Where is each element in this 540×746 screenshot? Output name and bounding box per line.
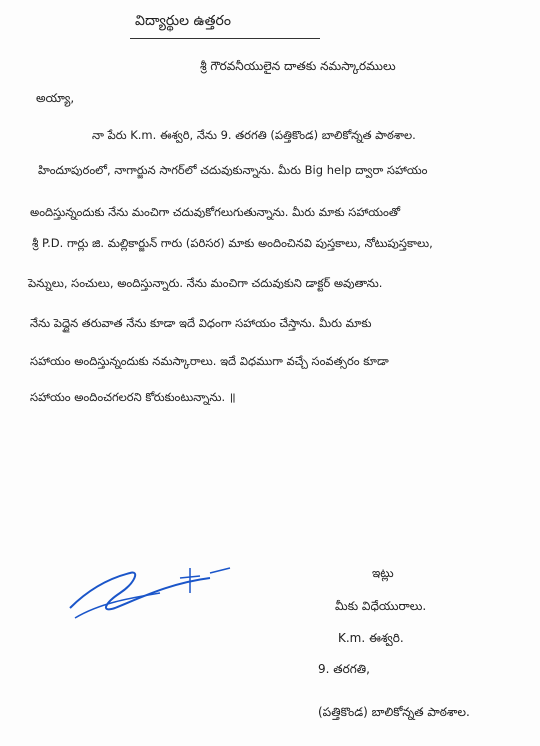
received-signature-stamp [60,548,240,628]
body-line-2: హిందూపురంలో, నాగార్జున సాగర్‌లో చదువుకున్నాను. మీరు Big help ద్వారా సహాయం [38,163,428,177]
signature-school: (పత్తికొండ) బాలికోన్నత పాఠశాల. [318,705,470,719]
signature-name: K.m. ఈశ్వరి. [338,631,404,645]
signature-class: 9. తరగతి, [318,662,370,676]
addressee-line: శ్రీ గౌరవనీయులైన దాతకు నమస్కారములు [200,59,396,73]
closing-thanks: మీకు విధేయురాలు. [335,599,427,613]
body-line-6: నేను పెద్దైన తరువాత నేను కూడా ఇదే విధంగా సహాయం చేస్తాను. మీరు మాకు [30,316,372,330]
greeting: అయ్యా, [36,91,75,105]
body-line-3: అందిస్తున్నందుకు నేను మంచిగా చదువుకోగలుగుతున్నాను. మీరు మాకు సహాయంతో [30,205,401,219]
body-line-7: సహాయం అందిస్తున్నందుకు నమస్కారాలు. ఇదే విధముగా వచ్చే సంవత్సరం కూడా [30,354,389,368]
closing: ఇట్లు [372,566,394,580]
letter-title: విద్యార్థుల ఉత్తరం [135,13,231,29]
title-underline [130,38,320,39]
body-line-8: సహాయం అందించగలరని కోరుకుంటున్నాను. ॥ [30,390,236,404]
body-line-4: శ్రీ P.D. గార్లు జి. మల్లికార్జున్ గారు (పరిసర) మాకు అందించినవి పుస్తకాలు, నోటుపుస్తకాలు, [32,236,433,250]
body-line-1: నా పేరు K.m. ఈశ్వరి, నేను 9. తరగతి (పత్తికొండ) బాలికోన్నత పాఠశాల. [92,128,416,142]
body-line-5: పెన్నులు, సంచులు, అందిస్తున్నారు. నేను మంచిగా చదువుకుని డాక్టర్ అవుతాను. [28,276,383,290]
